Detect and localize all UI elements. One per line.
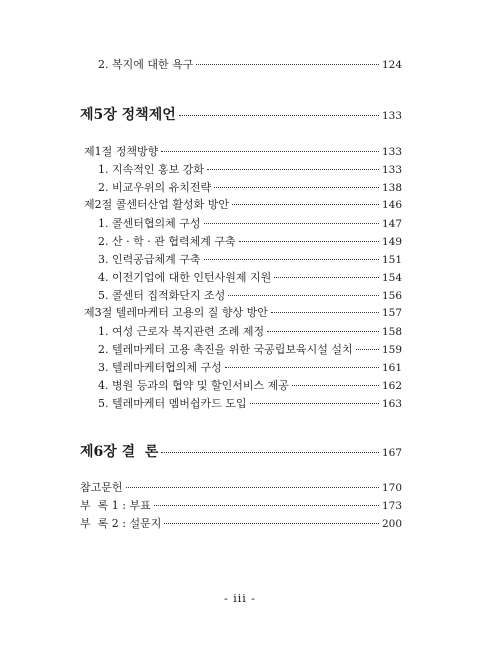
toc-entry-label: 4. 병원 등과의 협약 및 할인서비스 제공 [98, 379, 289, 392]
toc-appendix-1[interactable] [80, 499, 402, 513]
toc-entry-label: 2. 비교우위의 유치전략 [98, 181, 212, 194]
toc-entry-page: 200 [381, 518, 402, 530]
toc-entry-label: 참고문헌 [80, 481, 123, 494]
leader-dots [204, 259, 379, 260]
leader-dots [356, 349, 379, 350]
section-page: 146 [381, 199, 402, 211]
leader-dots [274, 277, 379, 278]
toc-entry[interactable] [98, 271, 402, 285]
leader-dots [154, 505, 379, 506]
leader-dots [250, 403, 379, 404]
leader-dots [164, 523, 379, 524]
toc-entry-page: 147 [381, 218, 402, 230]
toc-entry[interactable] [98, 289, 402, 303]
toc-entry-label: 4. 이전기업에 대한 인턴사원제 지원 [98, 271, 272, 284]
toc-entry-label: 1. 지속적인 홍보 강화 [98, 163, 204, 176]
leader-dots [228, 295, 379, 296]
section-title: 제3절 텔레마케터 고용의 질 향상 방안 [84, 306, 268, 319]
toc-entry[interactable] [98, 397, 402, 411]
toc-entry[interactable] [98, 361, 402, 375]
toc-section-1[interactable] [84, 145, 402, 159]
chapter-title: 제6장 결 론 [80, 444, 159, 460]
toc-entry-label: 1. 여성 근로자 복지관련 조례 제정 [98, 325, 265, 338]
chapter-page: 167 [381, 447, 402, 459]
toc-entry-page: 124 [381, 59, 402, 71]
toc-entry-page: 161 [381, 362, 402, 374]
section-title: 제2절 콜센터산업 활성화 방안 [84, 198, 229, 211]
leader-dots [214, 187, 379, 188]
toc-entry-label: 2. 산 · 학 · 관 협력체계 구축 [98, 235, 236, 248]
toc-references[interactable] [80, 481, 402, 495]
toc-entry[interactable] [98, 253, 402, 267]
leader-dots [179, 115, 379, 116]
toc-entry[interactable] [98, 163, 402, 177]
toc-entry-label: 3. 인력공급체계 구축 [98, 253, 201, 266]
toc-entry-page: 154 [381, 272, 402, 284]
toc-entry[interactable] [98, 235, 402, 249]
page-number: - iii - [224, 592, 256, 605]
toc-entry-page: 158 [381, 326, 402, 338]
toc-entry[interactable] [98, 181, 402, 195]
toc-entry-page: 149 [381, 236, 402, 248]
toc-chapter-5[interactable] [80, 106, 402, 125]
toc-entry-label: 부 록 1 : 부표 [80, 499, 151, 512]
leader-dots [204, 223, 379, 224]
toc-chapter-6[interactable] [80, 443, 402, 462]
leader-dots [196, 64, 379, 65]
toc-entry-page: 162 [381, 380, 402, 392]
leader-dots [161, 151, 379, 152]
toc-entry-page: 156 [381, 290, 402, 302]
toc-entry-label: 부 록 2 : 설문지 [80, 517, 162, 530]
toc-entry-page: 173 [381, 500, 402, 512]
toc-entry-page: 133 [381, 164, 402, 176]
toc-entry-page: 138 [381, 182, 402, 194]
section-page: 133 [381, 146, 402, 158]
toc-entry-label: 5. 콜센터 집적화단지 조성 [98, 289, 226, 302]
leader-dots [225, 367, 379, 368]
toc-entry[interactable] [98, 217, 402, 231]
leader-dots [161, 452, 378, 453]
leader-dots [126, 487, 379, 488]
section-page: 157 [381, 307, 402, 319]
toc-entry-page: 151 [381, 254, 402, 266]
toc-entry[interactable] [98, 379, 402, 393]
toc-entry-label: 3. 텔레마케터협의체 구성 [98, 361, 222, 374]
leader-dots [232, 204, 379, 205]
toc-section-3[interactable] [84, 306, 402, 320]
toc-entry-page: 163 [381, 398, 402, 410]
toc-entry-page: 170 [381, 482, 402, 494]
leader-dots [271, 312, 379, 313]
toc-entry-page: 159 [381, 344, 402, 356]
toc-entry-label: 5. 텔레마케터 멤버쉽카드 도입 [98, 397, 247, 410]
toc-entry[interactable] [98, 58, 402, 72]
toc-entry-label: 2. 복지에 대한 욕구 [98, 58, 194, 71]
leader-dots [207, 169, 379, 170]
section-title: 제1절 정책방향 [84, 145, 159, 158]
toc-entry-label: 1. 콜센터협의체 구성 [98, 217, 201, 230]
toc-entry[interactable] [98, 343, 402, 357]
leader-dots [267, 331, 379, 332]
toc-entry-label: 2. 텔레마케터 고용 촉진을 위한 국공립보육시설 설치 [98, 343, 353, 356]
leader-dots [292, 385, 379, 386]
leader-dots [239, 241, 379, 242]
chapter-title: 제5장 정책제언 [80, 107, 176, 123]
toc-section-2[interactable] [84, 198, 402, 212]
toc-entry[interactable] [98, 325, 402, 339]
chapter-page: 133 [381, 110, 402, 122]
toc-appendix-2[interactable] [80, 517, 402, 531]
